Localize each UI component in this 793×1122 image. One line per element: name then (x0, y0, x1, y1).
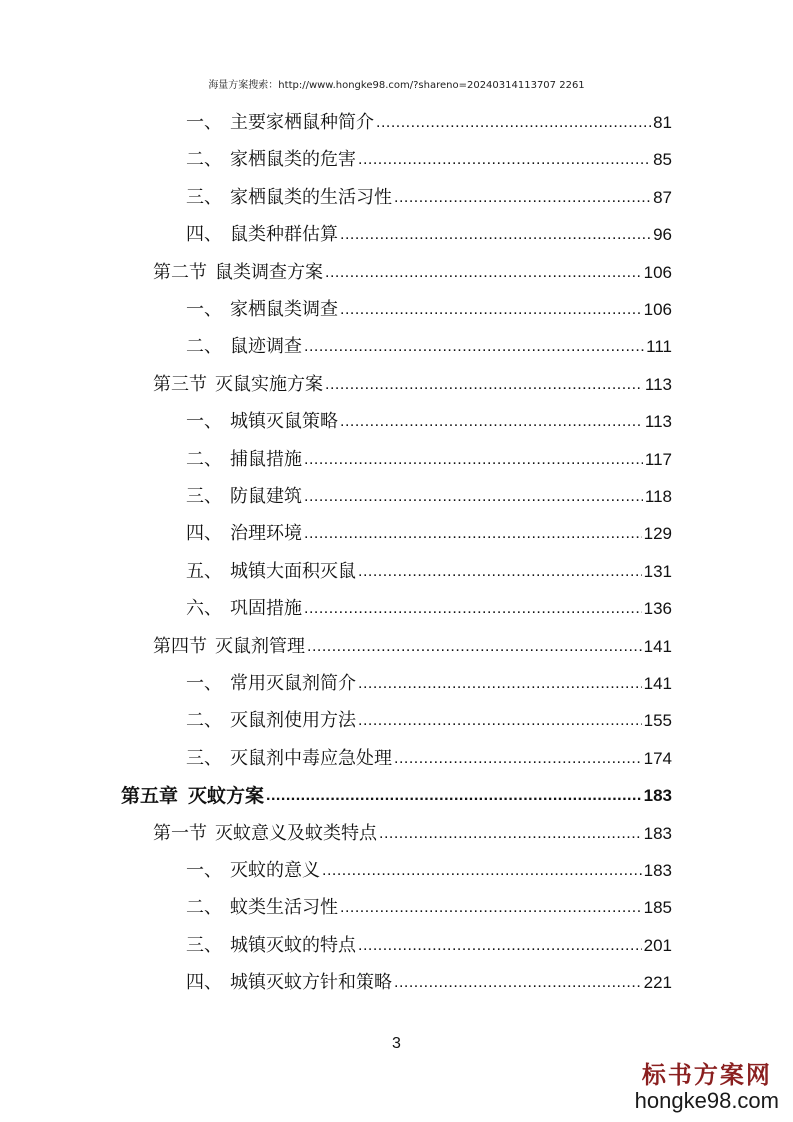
toc-entry-page: 111 (646, 337, 672, 357)
toc-entry-title (153, 374, 323, 396)
toc-entry-number: 三、 (186, 486, 222, 507)
toc-entry-page: 141 (643, 674, 672, 693)
toc-entry[interactable] (153, 630, 672, 658)
toc-leader-dots (304, 449, 643, 471)
page-header (0, 76, 793, 91)
toc-entry-page: 201 (643, 935, 672, 955)
toc-entry-label: 城镇灭鼠策略 (230, 411, 338, 433)
toc-leader-dots (358, 149, 651, 171)
toc-entry-page: 85 (653, 150, 672, 170)
toc-entry-number: 第三节 (153, 373, 207, 395)
toc-entry[interactable] (186, 742, 672, 770)
toc-entry-title (186, 673, 356, 695)
toc-entry-title (121, 785, 264, 807)
toc-entry-label: 灭蚊方案 (188, 785, 265, 808)
toc-entry-page: 141 (643, 636, 672, 656)
toc-entry-number: 三、 (186, 934, 222, 956)
toc-entry[interactable] (186, 854, 672, 882)
toc-entry-number: 第二节 (153, 261, 207, 283)
toc-entry-number: 一、 (186, 112, 222, 133)
toc-entry-number: 第四节 (153, 635, 207, 657)
toc-entry-number: 四、 (186, 523, 222, 545)
toc-entry-title (186, 860, 320, 882)
toc-entry-label: 灭蚊的意义 (230, 860, 320, 881)
toc-entry[interactable] (186, 555, 672, 583)
toc-entry-page: 183 (643, 786, 672, 806)
toc-entry-title (186, 187, 392, 209)
toc-entry-number: 三、 (186, 747, 222, 769)
toc-entry-number: 二、 (186, 448, 222, 470)
toc-entry[interactable] (153, 256, 672, 284)
toc-entry-page: 185 (643, 898, 672, 918)
toc-leader-dots (394, 972, 642, 994)
toc-entry-label: 治理环境 (230, 523, 302, 545)
toc-entry-page: 96 (653, 225, 672, 245)
toc-entry-page: 81 (653, 113, 672, 132)
toc-entry-number: 二、 (186, 336, 222, 358)
toc-entry[interactable] (121, 779, 672, 807)
toc-entry-title (186, 897, 338, 919)
toc-entry[interactable] (186, 480, 672, 508)
toc-leader-dots (340, 897, 642, 919)
toc-entry-label: 灭鼠剂管理 (215, 635, 305, 657)
toc-entry-number: 四、 (186, 224, 222, 246)
toc-entry-label: 城镇大面积灭鼠 (230, 560, 356, 582)
toc-entry-number: 一、 (186, 860, 222, 881)
toc-entry-page: 117 (644, 449, 672, 469)
toc-entry-label: 主要家栖鼠种简介 (230, 112, 374, 133)
toc-entry-label: 灭鼠实施方案 (215, 373, 323, 395)
toc-entry[interactable] (186, 592, 672, 620)
toc-leader-dots (325, 262, 642, 284)
toc-entry[interactable] (186, 667, 672, 695)
toc-entry-label: 家栖鼠类的危害 (230, 149, 356, 171)
toc-leader-dots (340, 411, 643, 433)
toc-entry-number: 一、 (186, 411, 222, 433)
page-number: 3 (392, 1035, 401, 1052)
toc-entry[interactable] (186, 929, 672, 957)
toc-entry-page: 87 (653, 187, 672, 207)
toc-entry-label: 灭鼠剂中毒应急处理 (230, 747, 392, 769)
toc-leader-dots (376, 112, 651, 134)
toc-leader-dots (394, 748, 642, 770)
toc-leader-dots (358, 935, 642, 957)
toc-entry-label: 鼠迹调查 (230, 336, 302, 358)
toc-entry-title (186, 710, 356, 732)
toc-entry-number: 六、 (186, 598, 222, 620)
toc-entry-title (186, 598, 302, 620)
toc-entry-page: 136 (643, 599, 672, 619)
toc-entry-page: 221 (643, 973, 672, 993)
watermark-url: hongke98.com (634, 1088, 779, 1113)
toc-entry-label: 城镇灭蚊方针和策略 (230, 972, 392, 994)
toc-entry-label: 防鼠建筑 (230, 486, 302, 507)
site-watermark-logo (635, 1055, 779, 1114)
toc-leader-dots (304, 486, 643, 508)
toc-entry-title (153, 823, 377, 845)
toc-entry-number: 三、 (186, 186, 222, 208)
toc-entry[interactable] (186, 443, 672, 471)
toc-entry-label: 常用灭鼠剂简介 (230, 673, 356, 694)
toc-entry[interactable] (186, 218, 672, 246)
toc-leader-dots (266, 785, 642, 807)
toc-entry-page: 118 (644, 487, 672, 506)
toc-entry[interactable] (186, 181, 672, 209)
toc-entry-title (186, 224, 338, 246)
toc-entry-page: 174 (643, 748, 672, 768)
toc-entry-page: 131 (643, 561, 672, 581)
toc-entry[interactable] (186, 143, 672, 171)
toc-entry-page: 106 (643, 300, 672, 319)
toc-entry-number: 一、 (186, 673, 222, 694)
toc-entry-number: 第五章 (121, 785, 179, 808)
toc-entry-page: 183 (643, 823, 672, 843)
toc-leader-dots (394, 187, 651, 209)
toc-entry-title (186, 561, 356, 583)
toc-entry-number: 四、 (186, 972, 222, 994)
toc-entry[interactable] (186, 330, 672, 358)
toc-entry-label: 鼠类调查方案 (215, 261, 323, 283)
toc-entry-title (186, 523, 302, 545)
toc-entry-page: 106 (643, 262, 672, 282)
toc-entry-title (186, 411, 338, 433)
toc-entry[interactable] (186, 891, 672, 919)
toc-entry-title (153, 262, 323, 284)
watermark-cn: 标书方案网 (641, 1060, 772, 1089)
toc-entry[interactable] (153, 817, 672, 845)
toc-entry[interactable] (186, 405, 672, 433)
toc-entry-title (186, 336, 302, 358)
toc-leader-dots (304, 523, 642, 545)
toc-entry-page: 113 (644, 374, 672, 394)
toc-leader-dots (379, 823, 642, 845)
toc-leader-dots (358, 710, 642, 732)
toc-entry-title (186, 149, 356, 171)
toc-leader-dots (322, 860, 642, 882)
toc-leader-dots (340, 299, 642, 321)
toc-entry-title (186, 935, 356, 957)
toc-leader-dots (340, 224, 651, 246)
toc-entry-number: 五、 (186, 560, 222, 582)
toc-entry[interactable] (186, 293, 672, 321)
toc-entry-label: 灭蚊意义及蚊类特点 (215, 822, 377, 844)
toc-entry[interactable] (186, 106, 672, 134)
toc-leader-dots (358, 561, 642, 583)
toc-entry-label: 家栖鼠类的生活习性 (230, 186, 392, 208)
toc-entry-label: 城镇灭蚊的特点 (230, 934, 356, 956)
toc-entry-page: 129 (643, 524, 672, 544)
toc-entry-page: 155 (643, 711, 672, 731)
toc-entry-label: 灭鼠剂使用方法 (230, 710, 356, 732)
toc-entry-number: 第一节 (153, 822, 207, 844)
toc-entry-number: 二、 (186, 897, 222, 919)
toc-entry-title (186, 299, 338, 321)
toc-entry-label: 家栖鼠类调查 (230, 299, 338, 320)
toc-entry-number: 二、 (186, 149, 222, 171)
toc-entry-number: 一、 (186, 299, 222, 320)
toc-leader-dots (304, 336, 644, 358)
toc-entry-number: 二、 (186, 710, 222, 732)
toc-entry-label: 巩固措施 (230, 598, 302, 620)
toc-entry-title (186, 486, 302, 508)
header-text: 海量方案搜索：http://www.hongke98.com/?shareno=20240314113707 2261 (208, 80, 585, 91)
toc-leader-dots (307, 636, 642, 658)
toc-entry-label: 捕鼠措施 (230, 448, 302, 470)
toc-leader-dots (325, 374, 643, 396)
toc-entry-title (153, 636, 305, 658)
toc-entry-title (186, 112, 374, 134)
toc-entry-page: 113 (644, 412, 672, 432)
toc-entry-title (186, 748, 392, 770)
toc-entry-label: 蚊类生活习性 (230, 897, 338, 919)
toc-entry-page: 183 (643, 861, 672, 880)
toc-entry-title (186, 449, 302, 471)
toc-leader-dots (304, 598, 642, 620)
toc-leader-dots (358, 673, 642, 695)
toc-entry-title (186, 972, 392, 994)
toc-entry[interactable] (186, 704, 672, 732)
toc-entry[interactable] (153, 368, 672, 396)
toc-entry-label: 鼠类种群估算 (230, 224, 338, 246)
toc-entry[interactable] (186, 517, 672, 545)
toc-entry[interactable] (186, 966, 672, 994)
